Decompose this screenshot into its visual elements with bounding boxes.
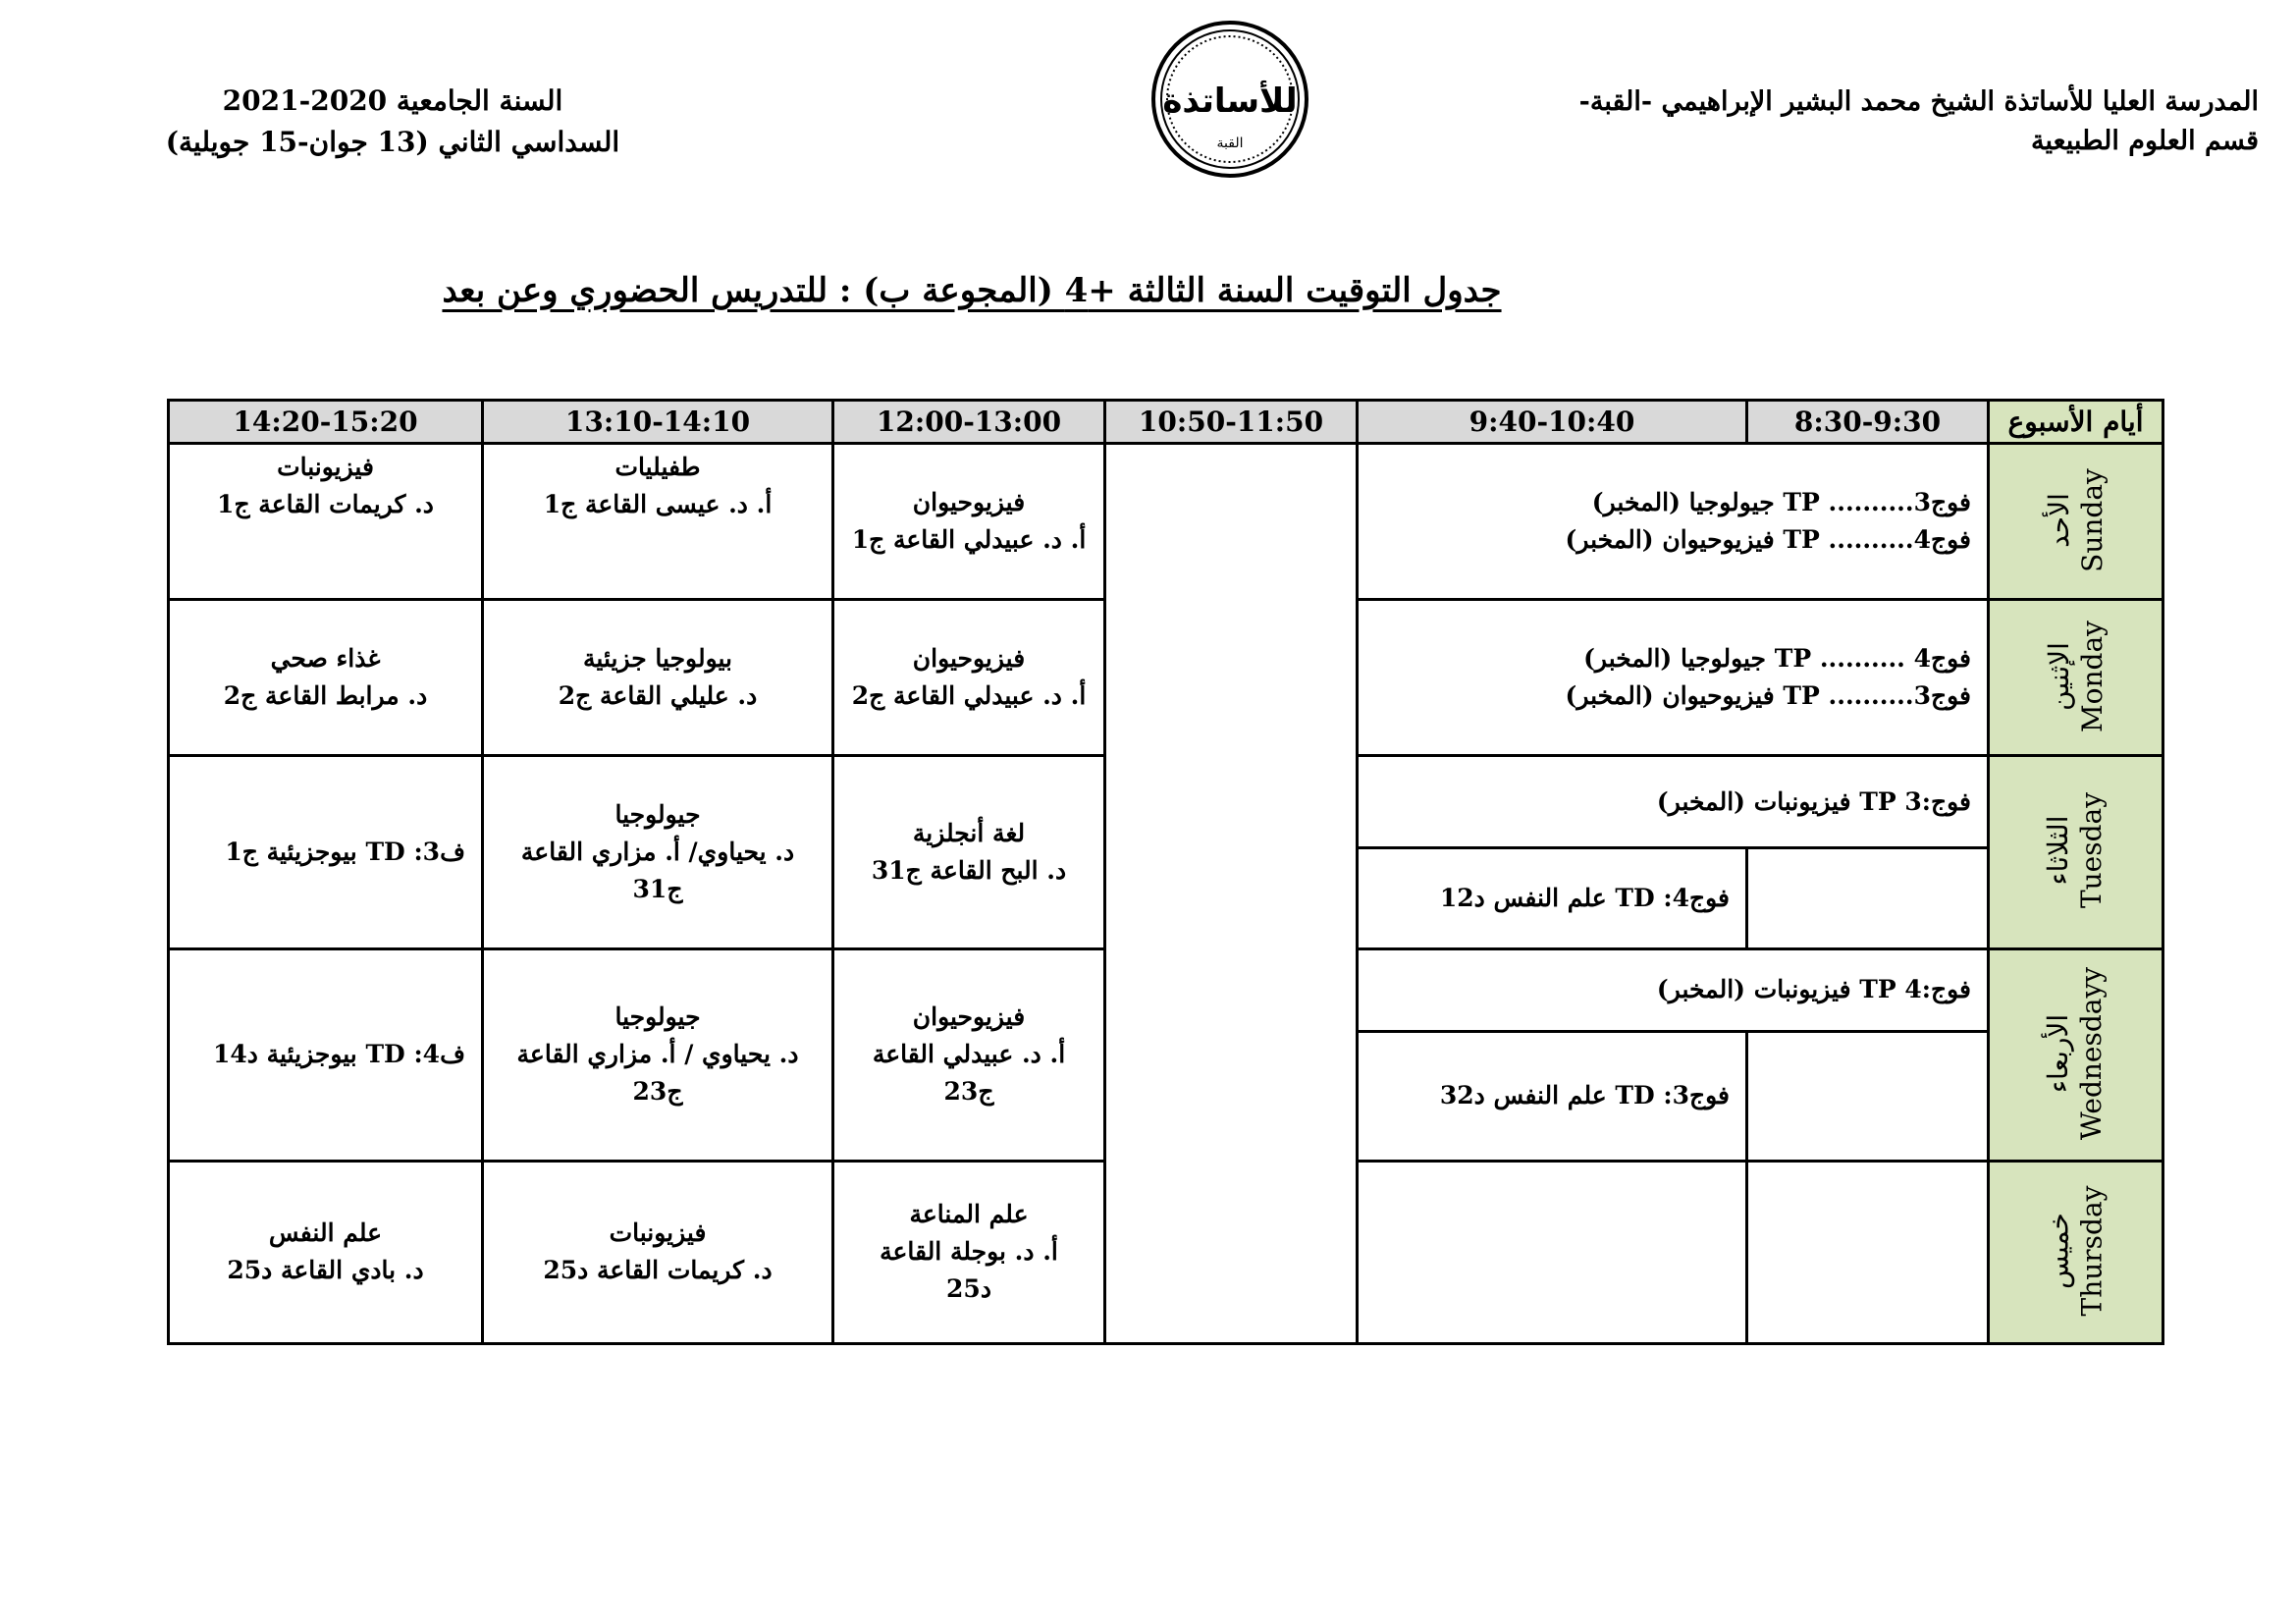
slot-1050-empty — [1105, 444, 1358, 1344]
day-tuesday: الثلاثاء Tuesday — [1989, 756, 2163, 948]
svg-text:للأساتذة: للأساتذة — [1162, 81, 1298, 121]
header-slot-0940: 9:40-10:40 — [1358, 401, 1747, 444]
wednesday-0830-empty — [1747, 1031, 1989, 1161]
monday-morning-tp: فوج4 .......... TP جيولوجيا (المخبر) فوج3.......... TP فيزيوحيوان (المخبر) — [1358, 600, 1989, 756]
day-thursday: خميس Thursday — [1989, 1161, 2163, 1343]
thursday-0830-empty — [1747, 1161, 1989, 1343]
wednesday-1200: فيزيوحيوان أ. د. عبيدلي القاعة ج23 — [833, 948, 1105, 1161]
tuesday-1200: لغة أنجلزية د. البح القاعة ج31 — [833, 756, 1105, 948]
wednesday-morning-tp: فوج:4 TP فيزيونبات (المخبر) — [1358, 948, 1989, 1031]
day-monday: الإثنين Monday — [1989, 600, 2163, 756]
page-title: جدول التوقيت السنة الثالثة +4 (المجوعة ب) : للتدريس الحضوري وعن بعد — [442, 271, 1502, 310]
sunday-morning-tp: فوج3.......... TP جيولوجيا (المخبر) فوج4.......... TP فيزيوحيوان (المخبر) — [1358, 444, 1989, 600]
tuesday-morning-tp: فوج:3 TP فيزيونبات (المخبر) — [1358, 756, 1989, 848]
header-slot-1050: 10:50-11:50 — [1105, 401, 1358, 444]
school-name: المدرسة العليا للأساتذة الشيخ محمد البشير الإبراهيمي -القبة- — [1578, 86, 2259, 117]
school-seal-icon — [1148, 18, 1311, 181]
tuesday-0940-td: فوج4: TD علم النفس د12 — [1358, 848, 1747, 948]
thursday-1310: فيزيونبات د. كريمات القاعة د25 — [483, 1161, 833, 1343]
sunday-1200: فيزيوحيوان أ. د. عبيدلي القاعة ج1 — [833, 444, 1105, 600]
academic-year-header — [137, 81, 648, 163]
tuesday-1310: جيولوجيا د. يحياوي/ أ. مزاري القاعة ج31 — [483, 756, 833, 948]
svg-text:القبة: القبة — [1216, 135, 1244, 151]
semester: السداسي الثاني (13 جوان-15 جويلية) — [165, 126, 620, 158]
day-wednesday: الأربعاء Wednesdayy — [1989, 948, 2163, 1161]
header-slot-1310: 13:10-14:10 — [483, 401, 833, 444]
wednesday-1420: ف4: TD بيوجزيئية د14 — [169, 948, 483, 1161]
day-sunday: الأحد Sunday — [1989, 444, 2163, 600]
table-header-row — [169, 401, 2163, 444]
thursday-0940-empty — [1358, 1161, 1747, 1343]
tuesday-1420: ف3: TD بيوجزيئية ج1 — [169, 756, 483, 948]
thursday-1420: علم النفس د. بادي القاعة د25 — [169, 1161, 483, 1343]
institution-header — [1297, 82, 2259, 161]
monday-1310: بيولوجيا جزيئية د. عليلي القاعة ج2 — [483, 600, 833, 756]
header-slot-1420: 14:20-15:20 — [169, 401, 483, 444]
sunday-1420: فيزيونبات د. كريمات القاعة ج1 — [169, 444, 483, 600]
header-slot-1200: 12:00-13:00 — [833, 401, 1105, 444]
monday-1200: فيزيوحيوان أ. د. عبيدلي القاعة ج2 — [833, 600, 1105, 756]
sunday-1310: طفيليات أ. د. عيسى القاعة ج1 — [483, 444, 833, 600]
tuesday-0830-empty — [1747, 848, 1989, 948]
timetable — [167, 399, 2164, 1345]
header-days: أيام الأسبوع — [1989, 401, 2163, 444]
table-row-sunday — [169, 444, 2163, 600]
monday-1420: غذاء صحي د. مرابط القاعة ج2 — [169, 600, 483, 756]
thursday-1200: علم المناعة أ. د. بوجلة القاعة د25 — [833, 1161, 1105, 1343]
header-slot-0830: 8:30-9:30 — [1747, 401, 1989, 444]
wednesday-0940-td: فوج3: TD علم النفس د32 — [1358, 1031, 1747, 1161]
department-name: قسم العلوم الطبيعية — [2031, 126, 2259, 156]
academic-year: السنة الجامعية 2020-2021 — [222, 84, 563, 117]
wednesday-1310: جيولوجيا د. يحياوي / أ. مزاري القاعة ج23 — [483, 948, 833, 1161]
